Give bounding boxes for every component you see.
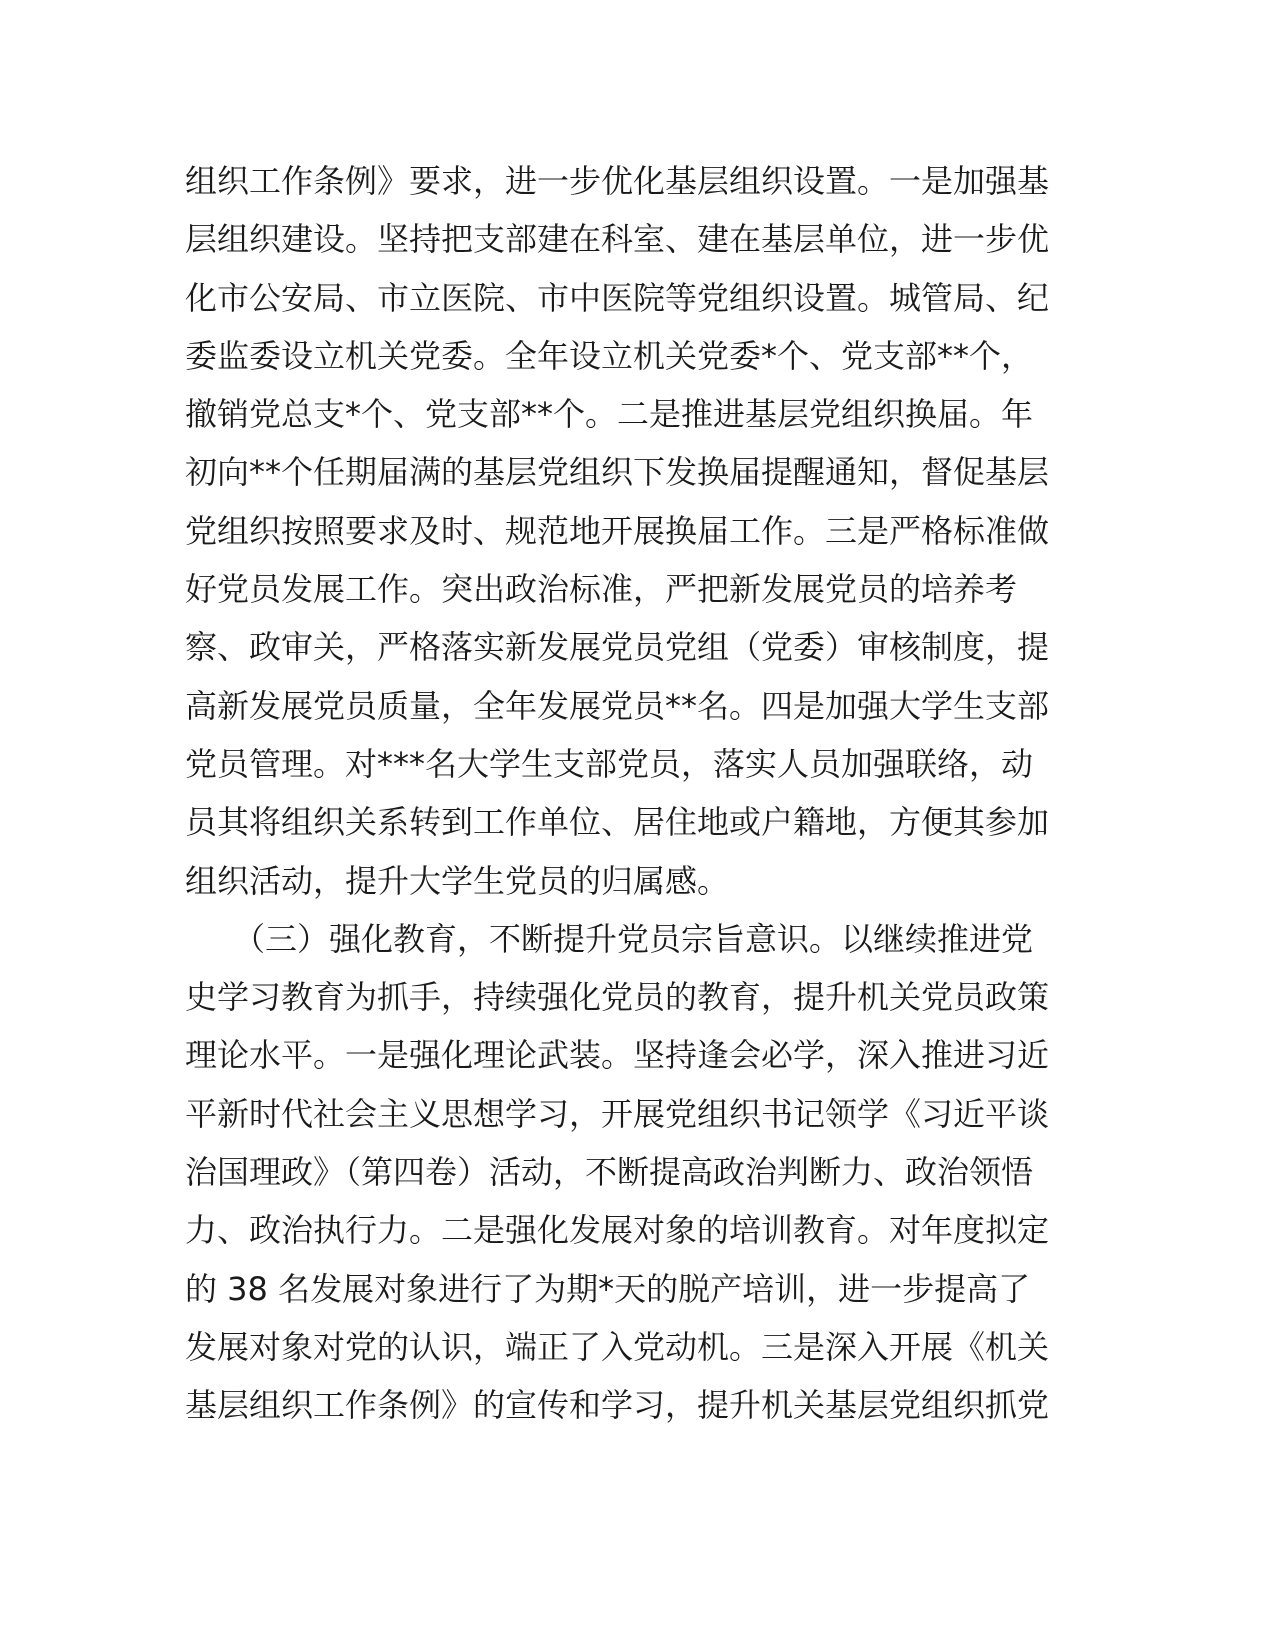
text-line: 撤销党总支*个、党支部**个。二是推进基层党组织换届。年 [185, 395, 1034, 434]
text-line: 高新发展党员质量，全年发展党员**名。四是加强大学生支部 [185, 686, 1050, 725]
text-line: 组织工作条例》要求，进一步优化基层组织设置。一是加强基 [185, 162, 1050, 200]
text-line: 委监委设立机关党委。全年设立机关党委*个、党支部**个， [185, 336, 1034, 375]
text-line: 员其将组织关系转到工作单位、居住地或户籍地，方便其参加 [185, 803, 1050, 842]
text-line: 平新时代社会主义思想学习，开展党组织书记领学《习近平谈 [185, 1094, 1050, 1133]
text-line: 党组织按照要求及时、规范地开展换届工作。三是严格标准做 [185, 511, 1050, 550]
text-line: 化市公安局、市立医院、市中医院等党组织设置。城管局、纪 [185, 278, 1050, 317]
text-line: 组织活动，提升大学生党员的归属感。 [185, 861, 730, 900]
text-line: 基层组织工作条例》的宣传和学习，提升机关基层党组织抓党 [185, 1386, 1050, 1425]
text-line: 好党员发展工作。突出政治标准，严把新发展党员的培养考 [185, 570, 1018, 609]
text-line: 治国理政》（第四卷）活动，不断提高政治判断力、政治领悟 [185, 1153, 1034, 1192]
text-line: （三）强化教育，不断提升党员宗旨意识。以继续推进党 [185, 919, 1034, 958]
text-line: 初向**个任期届满的基层党组织下发换届提醒通知，督促基层 [185, 453, 1050, 492]
text-line: 党员管理。对***名大学生支部党员，落实人员加强联络，动 [185, 744, 1034, 783]
text-line: 力、政治执行力。二是强化发展对象的培训教育。对年度拟定 [185, 1211, 1050, 1250]
text-line: 理论水平。一是强化理论武装。坚持逢会必学，深入推进习近 [185, 1036, 1050, 1075]
text-line: 的 38 名发展对象进行了为期*天的脱产培训，进一步提高了 [185, 1269, 1031, 1308]
body-text [185, 152, 1085, 1435]
text-line: 察、政审关，严格落实新发展党员党组（党委）审核制度，提 [185, 628, 1050, 667]
text-line: 层组织建设。坚持把支部建在科室、建在基层单位，进一步优 [185, 220, 1050, 259]
text-line: 史学习教育为抓手，持续强化党员的教育，提升机关党员政策 [185, 978, 1050, 1017]
text-line: 发展对象对党的认识，端正了入党动机。三是深入开展《机关 [185, 1327, 1050, 1366]
